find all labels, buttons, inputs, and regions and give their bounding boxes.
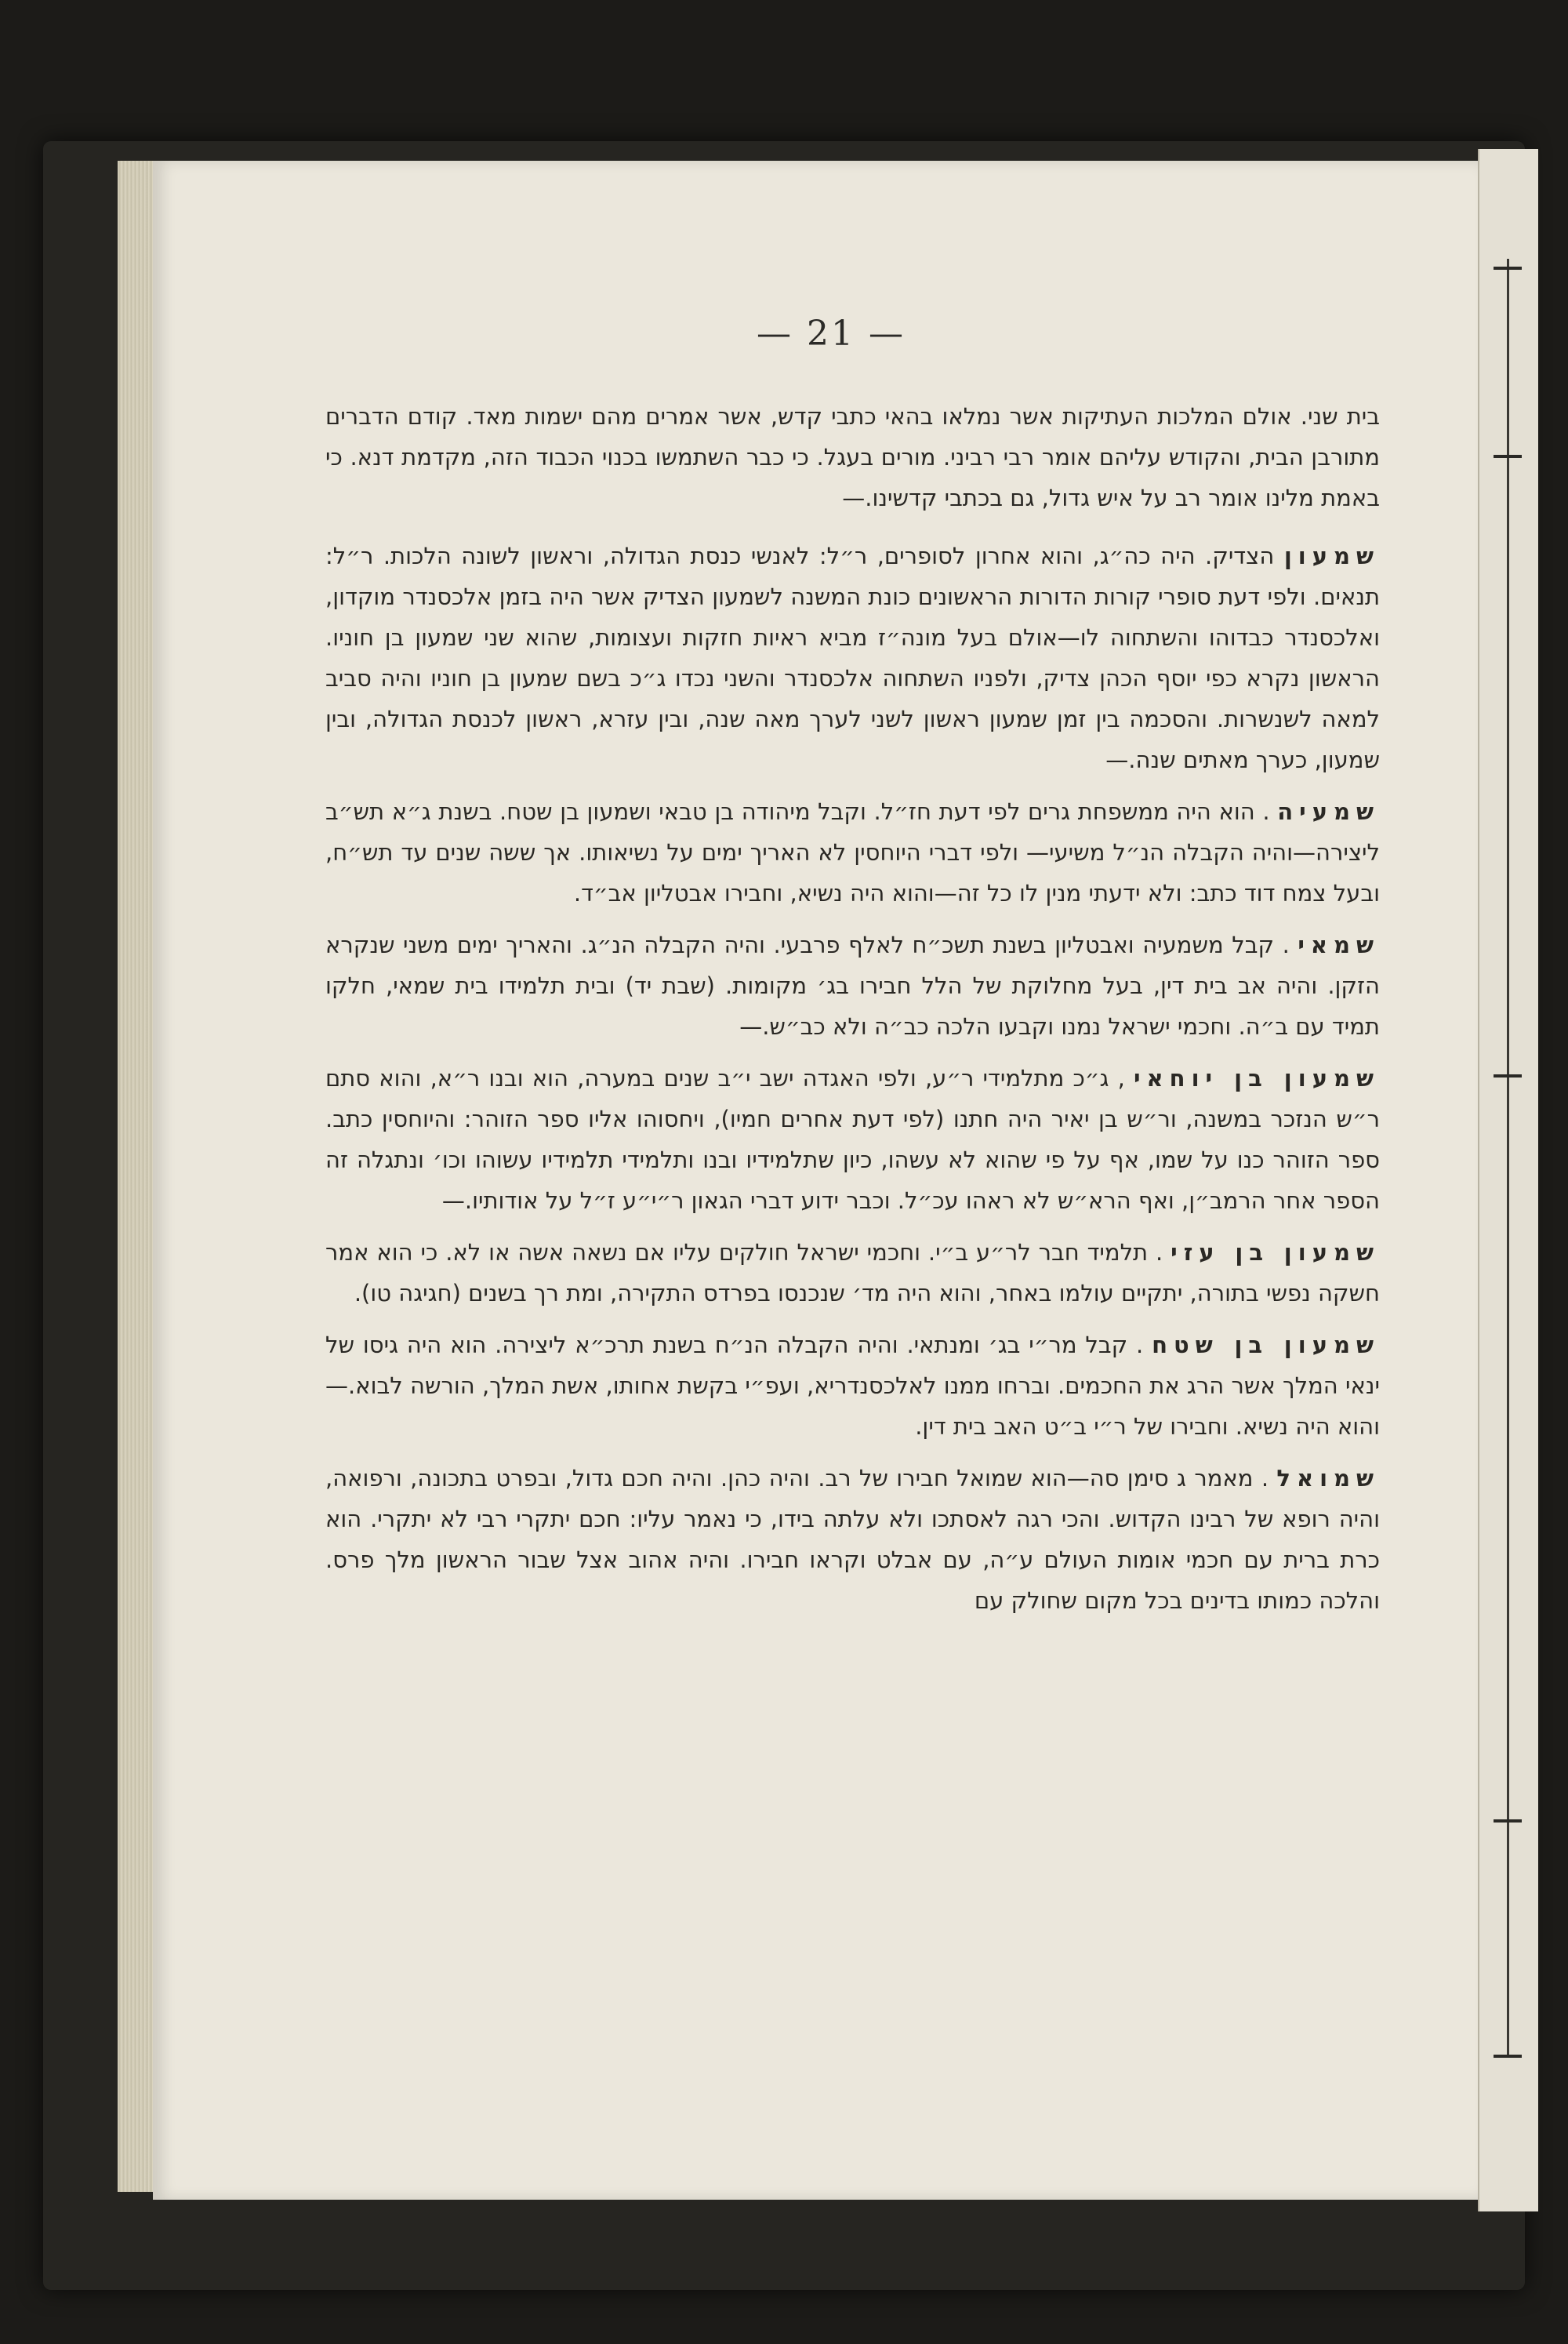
entry-shmuel xyxy=(325,1458,1380,1621)
entry-text: , ג״כ מתלמידי ר״ע, ולפי האגדה ישב י״ב שנים במערה, הוא ובנו ר״א, והוא סתם ר״ש הנזכר במשנה, ור״ש בן יאיר היה חתנו (לפי דעת אחרים חמיו), ויחסוהו אליו ספר הזוהר: והיוחסין כתב. ספר הזוהר כנו על שמו, אף על פי שהוא לא עשהו, כיון שתלמידיו ובנו ותלמידי תלמידיו עשוהו וכו׳ ונתגלה זה הספר אחר הרמב״ן, ואף הרא״ש לא ראהו עכ״ל. וכבר ידוע דברי הגאון ר״י״ע ז״ל על אודותיו.— xyxy=(325,1065,1380,1214)
entry-shimon-ben-shetach xyxy=(325,1325,1380,1447)
entry-term: שמאי xyxy=(1298,932,1380,958)
entry-text: הצדיק. היה כה״ג, והוא אחרון לסופרים, ר״ל: לאנשי כנסת הגדולה, וראשון לשונה הלכות. ר״ל: תנאים. ולפי דעת סופרי קורות הדורות הראשונים כונת המשנה לשמעון הצדיק אשר היה בזמן אלכסנדר מוקדון, ואלכסנדר כבדוהו והשתחוה לו—אולם בעל מונה״ז מביא ראיות חזקות ועצומות, שהוא שני שמעון בן חוניו. הראשון נקרא כפי יוסף הכהן צדיק, ולפניו השתחוה אלכסנדר והשני נכדו ג״כ בשם שמעון בן חוניו והיה סביב למאה לשנשרות. והסכמה בין זמן שמעון ראשון לשני לערך מאה שנה, ובין עזרא, ראשון לכנסת הגדולה, ובין שמעון, כערך מאתים שנה.— xyxy=(325,543,1380,773)
entry-term: שמעון בן עזי xyxy=(1171,1239,1381,1266)
entry-shimon-hatzadik xyxy=(325,536,1380,780)
entry-term: שמואל xyxy=(1276,1465,1380,1492)
paragraph-intro xyxy=(325,396,1380,518)
stitch-mark xyxy=(1494,267,1522,270)
entry-shimon-ben-azai xyxy=(325,1232,1380,1314)
paragraph-text: בית שני. אולם המלכות העתיקות אשר נמלאו בהאי כתבי קדש, אשר אמרים מהם ישמות מאד. קודם הדברים מתורבן הבית, והקודש עליהם אומר רבי רביני. מורים בעגל. כי כבר השתמשו בכנוי הכבוד הזה, מקדמת דנא. כי באמת מלינו אומר רב על איש גדול, גם בכתבי קדשינו.— xyxy=(325,403,1380,511)
entry-text: . הוא היה ממשפחת גרים לפי דעת חז״ל. וקבל מיהודה בן טבאי ושמעון בן שטח. בשנת ג״א תש״ב ליצירה—והיה הקבלה הנ״ל משיעי— ולפי דברי היוחסין לא האריך ימים על נשיאותו. אך ששה שנים עד תש״ח, ובעל צמח דוד כתב: ולא ידעתי מנין לו כל זה—והוא היה נשיא, וחבירו אבטליון אב״ד. xyxy=(325,798,1380,907)
entry-text: . תלמיד חבר לר״ע ב״י. וחכמי ישראל חולקים עליו אם נשאה אשה או לא. כי הוא אמר חשקה נפשי בתורה, יתקיים עולמו באחר, והוא היה מד׳ שנכנסו בפרדס התקירה, ומת רך בשנים (חגיגה טו). xyxy=(325,1239,1380,1306)
stitch-mark xyxy=(1494,1074,1522,1078)
entry-term: שמעון xyxy=(1283,543,1381,569)
entry-text: . קבל מר״י בג׳ ומנתאי. והיה הקבלה הנ״ח בשנת תרכ״א ליצירה. הוא היה גיסו של ינאי המלך אשר הרג את החכמים. וברחו ממנו לאלכסנדריא, ועפ״י בקשת אחותו, אשת המלך, הורשה לבוא.— והוא היה נשיא. וחבירו של ר״י ב״ט האב בית דין. xyxy=(325,1332,1380,1440)
entry-term: שמעיה xyxy=(1277,798,1380,825)
binding-stitches xyxy=(1494,235,1525,2117)
entry-shemaya xyxy=(325,791,1380,914)
entry-shimon-bar-yochai xyxy=(325,1058,1380,1221)
entry-term: שמעון בן יוחאי xyxy=(1134,1065,1380,1092)
stitch-mark xyxy=(1494,455,1522,458)
entry-text: . קבל משמעיה ואבטליון בשנת תשכ״ח לאלף פרבעי. והיה הקבלה הנ״ג. והאריך ימים משני שנקרא הזקן. והיה אב בית דין, בעל מחלוקת של הלל חבירו בג׳ מקומות. (שבת יד) ובית תלמידו בית שמאי, חלקו תמיד עם ב״ה. וחכמי ישראל נמנו וקבעו הלכה כב״ה ולא כב״ש.— xyxy=(325,932,1380,1040)
page-text xyxy=(325,396,1380,2039)
entry-term: שמעון בן שטח xyxy=(1152,1332,1381,1358)
stitch-mark xyxy=(1494,1819,1522,1823)
page-number: — 21 — xyxy=(757,314,906,354)
entry-text: . מאמר ג סימן סה—הוא שמואל חבירו של רב. והיה כהן. והיה חכם גדול, ובפרט בתכונה, ורפואה, והיה רופא של רבינו הקדוש. והכי רגה לאסתכו ולא עלתה בידו, כי נאמר עליו: חכם יתקרי רבי לא יתקרי. הוא כרת ברית עם חכמי אומות העולם ע״ה, עם אבלט וקראו חבירו. והיה אהוב אצל שבור הראשון מלך פרס. והלכה כמותו בדינים בכל מקום שחולק עם xyxy=(325,1465,1380,1614)
entry-shammai xyxy=(325,925,1380,1047)
stitch-mark xyxy=(1494,2055,1522,2058)
